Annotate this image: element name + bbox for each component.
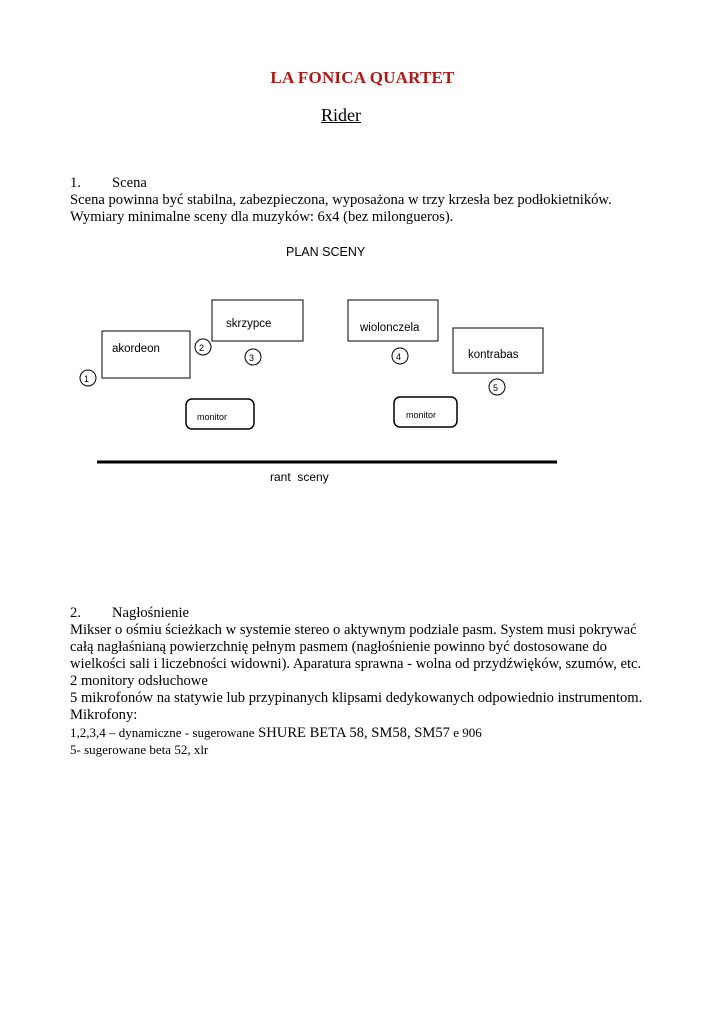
section-1-number: 1. (70, 175, 81, 191)
mic-marker-2 (195, 339, 211, 355)
section-2-line: całą nagłaśnianą powierzchnię pełnym pasmem (nagłośnienie powinno być dostosowane do (70, 639, 607, 655)
section-2-line: Mikrofony: (70, 707, 138, 723)
mic-marker-label: 3 (249, 353, 255, 363)
mic-marker-label: 1 (84, 374, 90, 384)
section-1-title: Scena (112, 175, 147, 191)
stage-edge-label: rant sceny (270, 470, 329, 484)
mic-marker-4 (392, 348, 408, 364)
mic-marker-1 (80, 370, 96, 386)
mics-line-prefix: 1,2,3,4 – dynamiczne - sugerowane (70, 725, 255, 740)
section-2-line: Mikser o ośmiu ścieżkach w systemie stereo o aktywnym podziale pasm. System musi pokrywać (70, 622, 637, 638)
instrument-label: kontrabas (468, 349, 519, 361)
mics-line (70, 724, 482, 742)
mic-marker-label: 2 (199, 343, 205, 353)
monitor-label: monitor (406, 410, 437, 420)
section-1-line: Scena powinna być stabilna, zabezpieczona, wyposażona w trzy krzesła bez podłokietników. (70, 192, 612, 208)
stage-plan-title: PLAN SCENY (286, 245, 366, 259)
instrument-kontrabas (453, 328, 543, 373)
monitor-right (394, 397, 457, 427)
mic-marker-5 (489, 379, 505, 395)
section-2-number: 2. (70, 605, 81, 621)
instrument-label: skrzypce (226, 318, 272, 330)
instrument-label: akordeon (112, 343, 160, 355)
mic5-line: 5- sugerowane beta 52, xlr (70, 742, 209, 757)
mic-marker-3 (245, 349, 261, 365)
mics-line-suffix: e 906 (449, 725, 482, 740)
mics-line-models: SHURE BETA 58, SM58, SM57 (254, 725, 450, 741)
instrument-label: wiolonczela (360, 322, 420, 334)
section-2-line: 5 mikrofonów na statywie lub przypinanych klipsami dedykowanych odpowiednio instrumentom. (70, 690, 643, 706)
document-title: LA FONICA QUARTET (270, 68, 455, 87)
instrument-akordeon (102, 331, 190, 378)
section-2-line: wielkości sali i liczebności widowni). Aparatura sprawna - wolna od przydźwięków, szumów, etc. (70, 656, 642, 672)
instrument-skrzypce (212, 300, 303, 341)
section-1-line: Wymiary minimalne sceny dla muzyków: 6x4 (bez milongueros). (70, 209, 454, 225)
mic-marker-label: 5 (493, 383, 499, 393)
mic-marker-label: 4 (396, 352, 402, 362)
monitor-label: monitor (197, 412, 228, 422)
section-2-title: Nagłośnienie (112, 605, 190, 621)
section-2-line: 2 monitory odsłuchowe (70, 673, 208, 689)
document-subtitle: Rider (321, 105, 361, 125)
monitor-left (186, 399, 254, 429)
instrument-wiolonczela (348, 300, 438, 341)
